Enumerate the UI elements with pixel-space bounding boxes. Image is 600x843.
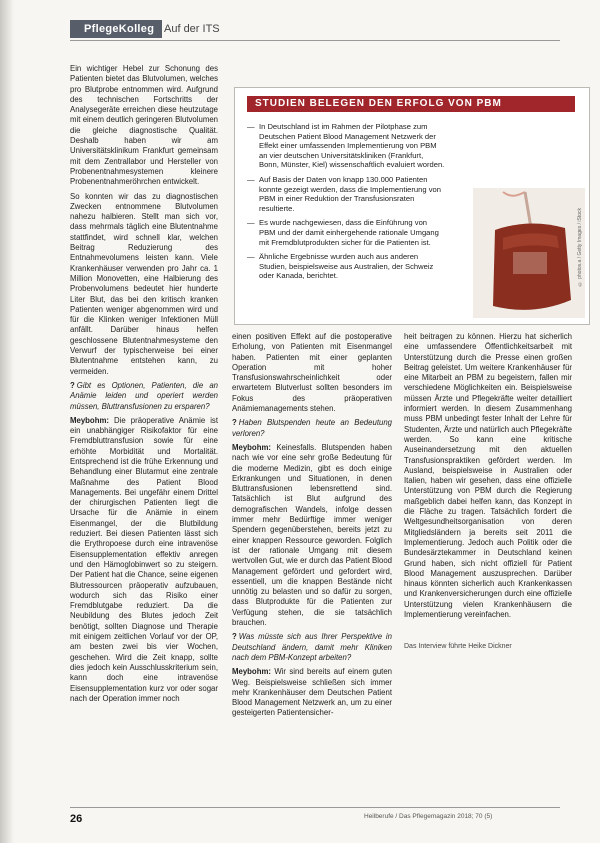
list-item: — Auf Basis der Daten von knapp 130.000 Patienten konnte gezeigt werden, dass die Implementierung von PBM in einer Reduktion der Transfusionsraten resultierte. (247, 174, 441, 213)
paragraph: heit beitragen zu können. Hierzu hat sicherlich eine umfassendere Öffentlichkeitsarbeit mit Unterstützung durch die Presse einen großen Beitrag geleistet. Um weitere Krankenhäuser für eine Mitarbeit an PBM zu begeistern, fallen mir verschiedene Möglichkeiten ein. Beispielsweise müssen Ärzte und Pflegekräfte weiter detailliert informiert werden. In diesem Zusammenhang muss PBM unbedingt fester Inhalt der Lehre für Studenten, Ärzte und natürlich auch Pflegekräfte werden. So kann eine kritische Auseinandersetzung mit den aktuellen Transfusionspraktiken gefördert werden. Im Ausland, beispielsweise in Australien oder Italien, haben wir gesehen, dass eine offizielle Unterstützung von PBM durch die Regierung maßgeblich dabei helfen kann, das Konzept in die Fläche zu tragen. Tatsächlich fordert die Weltgesundheitsorganisation von deren Mitgliedsländern ja bereits seit 2011 die Implementierung. Jedoch auch Politik oder die Bundesärztekammer in Deutschland keinen Grund haben, sich nicht offiziell für Patient Blood Management auszusprechen. Darüber hinaus könnten sicherlich auch Krankenkassen und Krankenversicherungen durch eine offizielle Unterstützung vielen Krankenhäusern die Implementierung vereinfachen. (404, 332, 572, 620)
answer (70, 416, 218, 704)
section-label: Auf der ITS (164, 23, 220, 35)
speaker: Meybohm: (232, 667, 271, 677)
brand-label: PflegeKolleg (70, 20, 162, 38)
paragraph: einen positiven Effekt auf die postoperative Erholung, von Patienten mit Eisenmangel haben. Patienten mit einer geplanten Operation mit hoher Transfusionswahrscheinlichkeit oder erwartetem Blutverlust sollten besonders im Fokus des präoperativen Anämiemanagements stehen. (232, 332, 392, 414)
list-item: — Es wurde nachgewiesen, dass die Einführung von PBM und der damit einhergehende rationale Umgang mit Fremdblutprodukten sicher für die Patienten ist. (247, 218, 439, 247)
question: ? Gibt es Optionen, Patienten, die an Anämie leiden und operiert werden müssen, Bluttransfusionen zu ersparen? (70, 380, 218, 411)
photo-credit: © photos.a / Getty Images / iStock (577, 208, 583, 287)
info-box-list (247, 122, 445, 286)
right-column (404, 332, 572, 657)
question: ? Was müsste sich aus Ihrer Perspektive in Deutschland ändern, damit mehr Kliniken nach dem PBM-Konzept arbeiten? (232, 632, 392, 662)
question-text: Haben Blutspenden heute an Bedeutung verloren? (232, 418, 392, 438)
blood-bag-photo (473, 188, 585, 318)
speaker: Meybohm: (70, 415, 109, 425)
question: ? Haben Blutspenden heute an Bedeutung verloren? (232, 418, 392, 438)
info-box (234, 87, 590, 325)
question-text: Was müsste sich aus Ihrer Perspektive in Deutschland ändern, damit mehr Kliniken nach dem PBM-Konzept arbeiten? (232, 632, 392, 662)
interviewer-credit: Das Interview führte Heike Dickner (404, 643, 512, 651)
answer (232, 667, 392, 718)
page-number: 26 (70, 813, 83, 825)
left-column (70, 64, 218, 708)
answer-text: Keinesfalls. Blutspenden haben nach wie vor eine sehr große Bedeutung für die moderne Medizin, gibt es doch einige Erkrankungen und Situationen, in denen Bluttransfusionen lebensrettend sind. Tatsächlich ist Blut aufgrund des demografischen Wandels, infolge dessen immer mehr Bedürftige immer weniger Spendern gegenüberstehen, bereits jetzt zu einer knappen Ressource geworden. Folglich ist der rationale Umgang mit diesem wertvollen Gut, wie er durch das Patient Blood Management gefördert und gefordert wird, essentiell, um die knappen Bestände nicht unnötig zu belasten und so dafür zu sorgen, dass Blutprodukte für die Patienten zur Verfügung stehen, die sie tatsächlich brauchen. (232, 442, 392, 628)
answer-text: Die präoperative Anämie ist ein unabhängiger Risikofaktor für eine Fremdbluttransfusion sowie für eine erhöhte Morbidität und Mortalität. Entsprechend ist die frühe Erkennung und Behandlung einer Blutarmut eine zentrale Maßnahme des Patient Blood Managements. Bei ungefähr einem Drittel der chirurgischen Patienten liegt die Ursache für die Anämie in einem Eisenmangel, der die Blutbildung reduziert. Bei diesen Patienten lässt sich die Erythropoese durch eine intravenöse Eisensupplementation effektiv anregen und den Hämoglobinwert so zu steigern. Der Patient hat die Chance, seine eigenen Blutressourcen präoperativ aufzubauen, wodurch sich das Risiko einer Fremdblutgabe reduziert. Da die Neubildung des Blutes jedoch Zeit benötigt, sollten Diagnose und Therapie mit einigem zeitlichen Vorlauf vor der OP, am besten zwei bis vier Wochen, geschehen. Wird die Zeit knapp, sollte dies jedoch kein Ausschlusskriterium sein, kann doch eine intravenöse Eisensupplementation kurz vor oder sogar nach der Operation immer noch (70, 415, 218, 703)
scan-binding-shadow (0, 0, 14, 843)
answer-text: Wir sind bereits auf einem guten Weg. Beispielsweise schließen sich immer mehr Krankenhäuser dem Deutschen Patient Blood Management Netzwerk an, um zu einer gesteigerten Patientensicher- (232, 667, 393, 718)
list-item: — Ähnliche Ergebnisse wurden auch aus anderen Studien, beispielsweise aus Australien, der Schweiz oder Kanada, berichtet. (247, 252, 434, 281)
answer (232, 443, 392, 628)
speaker: Meybohm: (232, 442, 271, 452)
middle-column (232, 332, 392, 723)
page-header (70, 18, 570, 40)
question-text: Gibt es Optionen, Patienten, die an Anämie leiden und operiert werden müssen, Bluttransfusionen zu ersparen? (70, 380, 218, 411)
info-box-title: STUDIEN BELEGEN DEN ERFOLG VON PBM (247, 96, 575, 112)
paragraph: So konnten wir das zu diagnostischen Zwecken entnommene Blutvolumen nahezu halbieren. Stellt man sich vor, dass mehrmals täglich eine Blutentnahme stattfindet, wird schnell klar, welchen Beitrag Reduzierung des Entnahmevolumens leisten kann. Viele Krankenhäuser verwenden pro Jahr ca. 1 Million Monovetten, eine Halbierung des Probenvolumens bedeutet hier hunderte Liter Blut, das bei den kritisch kranken Patienten weniger abgenommen wird und für die Klinken weniger Infektionen Müll anfällt. Darüber hinaus helfen geschlossene Blutentnahmesysteme den Verwurf der typischerweise bei einer Blutentnahme entstehen kann, zu vermeiden. (70, 191, 218, 376)
footer-rule (70, 807, 560, 808)
paragraph: Ein wichtiger Hebel zur Schonung des Patienten bietet das Blutvolumen, welches pro Blutprobe entnommen wird. Aufgrund des technischen Fortschritts der Analysegeräte erreichen diese heutzutage mit einem deutlich geringeren Blutvolumen die gleiche diagnostische Qualität. Deshalb haben wir am Universitätsklinikum Frankfurt gemeinsam mit dem Zentrallabor und Hersteller von Probenentnahmesystemen kleinere Probenentnahmeröhrchen entwickelt. (70, 64, 218, 187)
header-rule (70, 40, 560, 41)
journal-citation: Heilberufe / Das Pflegemagazin 2018; 70 (5) (364, 813, 493, 820)
list-item: — In Deutschland ist im Rahmen der Pilotphase zum Deutschen Patient Blood Management Netzwerk der Effekt einer umfassenden Implementierung von PBM an vier deutschen Universitätskliniken (Frankfurt, Bonn, Münster, Kiel) wissenschaftlich evaluiert worden. (247, 122, 445, 170)
